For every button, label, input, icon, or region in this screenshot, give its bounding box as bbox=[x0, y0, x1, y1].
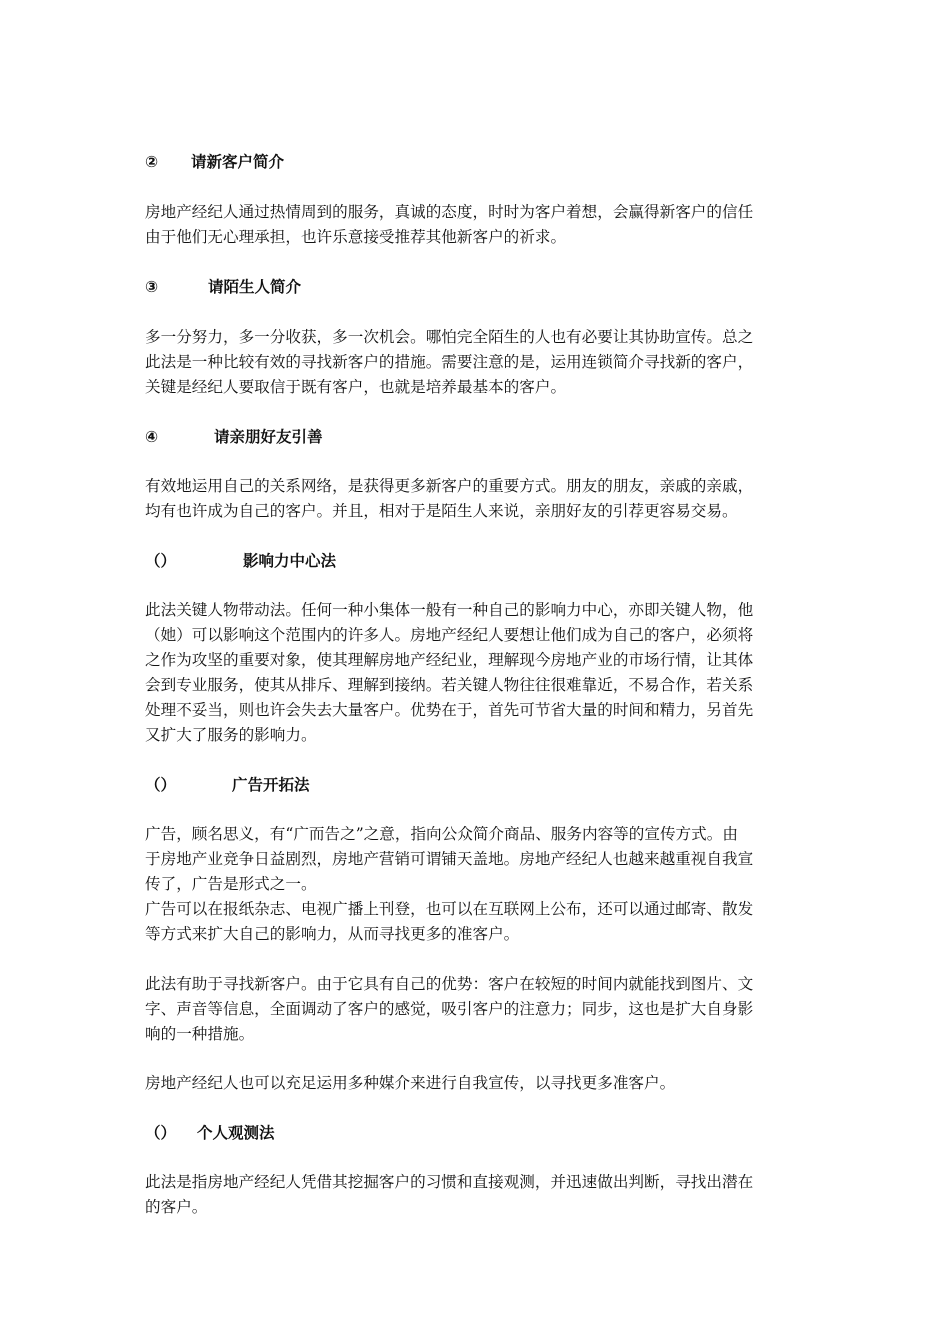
paragraph bbox=[145, 1071, 810, 1096]
paragraph bbox=[145, 325, 810, 400]
paragraph-line: 会到专业服务，使其从排斥、理解到接纳。若关键人物往往很难靠近，不易合作，若关系 bbox=[145, 676, 754, 694]
paragraph bbox=[145, 598, 810, 748]
paragraph-line: 处理不妥当，则也许会失去大量客户。优势在于，首先可节省大量的时间和精力，另首先 bbox=[145, 701, 754, 719]
paragraph-line: 字、声音等信息，全面调动了客户的感觉，吸引客户的注意力；同步，这也是扩大自身影 bbox=[145, 1000, 754, 1018]
paragraph-line: 此法是一种比较有效的寻找新客户的措施。需要注意的是，运用连锁简介寻找新的客户， bbox=[145, 353, 754, 371]
paragraph-line: 均有也许成为自己的客户。并且，相对于是陌生人来说，亲朋好友的引荐更容易交易。 bbox=[145, 502, 738, 520]
paragraph-line: 有效地运用自己的关系网络，是获得更多新客户的重要方式。朋友的朋友，亲戚的亲戚， bbox=[145, 477, 754, 495]
paragraph-line: 广告，顾名思义，有“广而告之”之意，指向公众简介商品、服务内容等的宣传方式。由 bbox=[145, 825, 738, 843]
paragraph-line: 此法是指房地产经纪人凭借其挖掘客户的习惯和直接观测，并迅速做出判断，寻找出潜在 bbox=[145, 1173, 754, 1191]
paragraph-line: 的客户。 bbox=[145, 1198, 208, 1216]
section-title: 请新客户简介 bbox=[191, 153, 285, 171]
section-number: （） bbox=[145, 1124, 177, 1142]
paragraph-line: 传了，广告是形式之一。 bbox=[145, 875, 317, 893]
paragraph-line: 关键是经纪人要取信于既有客户，也就是培养最基本的客户。 bbox=[145, 378, 567, 396]
section-title: 个人观测法 bbox=[197, 1124, 275, 1142]
paragraph bbox=[145, 972, 810, 1047]
paragraph bbox=[145, 1170, 810, 1220]
section-title: 影响力中心法 bbox=[243, 552, 337, 570]
paragraph-line: 房地产经纪人通过热情周到的服务，真诚的态度，时时为客户着想，会赢得新客户的信任 bbox=[145, 203, 754, 221]
paragraph-line: 之作为攻坚的重要对象，使其理解房地产经纪业，理解现今房地产业的市场行情，让其体 bbox=[145, 651, 754, 669]
section-title: 广告开拓法 bbox=[232, 776, 310, 794]
paragraph-line: 等方式来扩大自己的影响力，从而寻找更多的准客户。 bbox=[145, 925, 520, 943]
section-number: ② bbox=[145, 153, 159, 171]
paragraph-line: 响的一种措施。 bbox=[145, 1025, 255, 1043]
paragraph-line: （她）可以影响这个范围内的许多人。房地产经纪人要想让他们成为自己的客户，必须将 bbox=[145, 626, 754, 644]
paragraph bbox=[145, 822, 810, 947]
paragraph-line: 房地产经纪人也可以充足运用多种媒介来进行自我宣传，以寻找更多准客户。 bbox=[145, 1074, 676, 1092]
section-number: （） bbox=[145, 776, 177, 794]
section-title: 请亲朋好友引善 bbox=[214, 428, 323, 446]
section-number: ③ bbox=[145, 278, 159, 296]
paragraph bbox=[145, 200, 810, 250]
section-number: ④ bbox=[145, 428, 159, 446]
paragraph-line: 此法关键人物带动法。任何一种小集体一般有一种自己的影响力中心，亦即关键人物，他 bbox=[145, 601, 754, 619]
paragraph-line: 由于他们无心理承担，也许乐意接受推荐其他新客户的祈求。 bbox=[145, 228, 567, 246]
paragraph-line: 于房地产业竞争日益剧烈，房地产营销可谓铺天盖地。房地产经纪人也越来越重视自我宣 bbox=[145, 850, 754, 868]
section-title: 请陌生人简介 bbox=[208, 278, 302, 296]
paragraph-line: 多一分努力，多一分收获，多一次机会。哪怕完全陌生的人也有必要让其协助宣传。总之 bbox=[145, 328, 754, 346]
paragraph bbox=[145, 474, 810, 524]
paragraph-line: 又扩大了服务的影响力。 bbox=[145, 726, 317, 744]
paragraph-line: 此法有助于寻找新客户。由于它具有自己的优势：客户在较短的时间内就能找到图片、文 bbox=[145, 975, 754, 993]
section-number: （） bbox=[145, 552, 177, 570]
paragraph-line: 广告可以在报纸杂志、电视广播上刊登，也可以在互联网上公布，还可以通过邮寄、散发 bbox=[145, 900, 754, 918]
